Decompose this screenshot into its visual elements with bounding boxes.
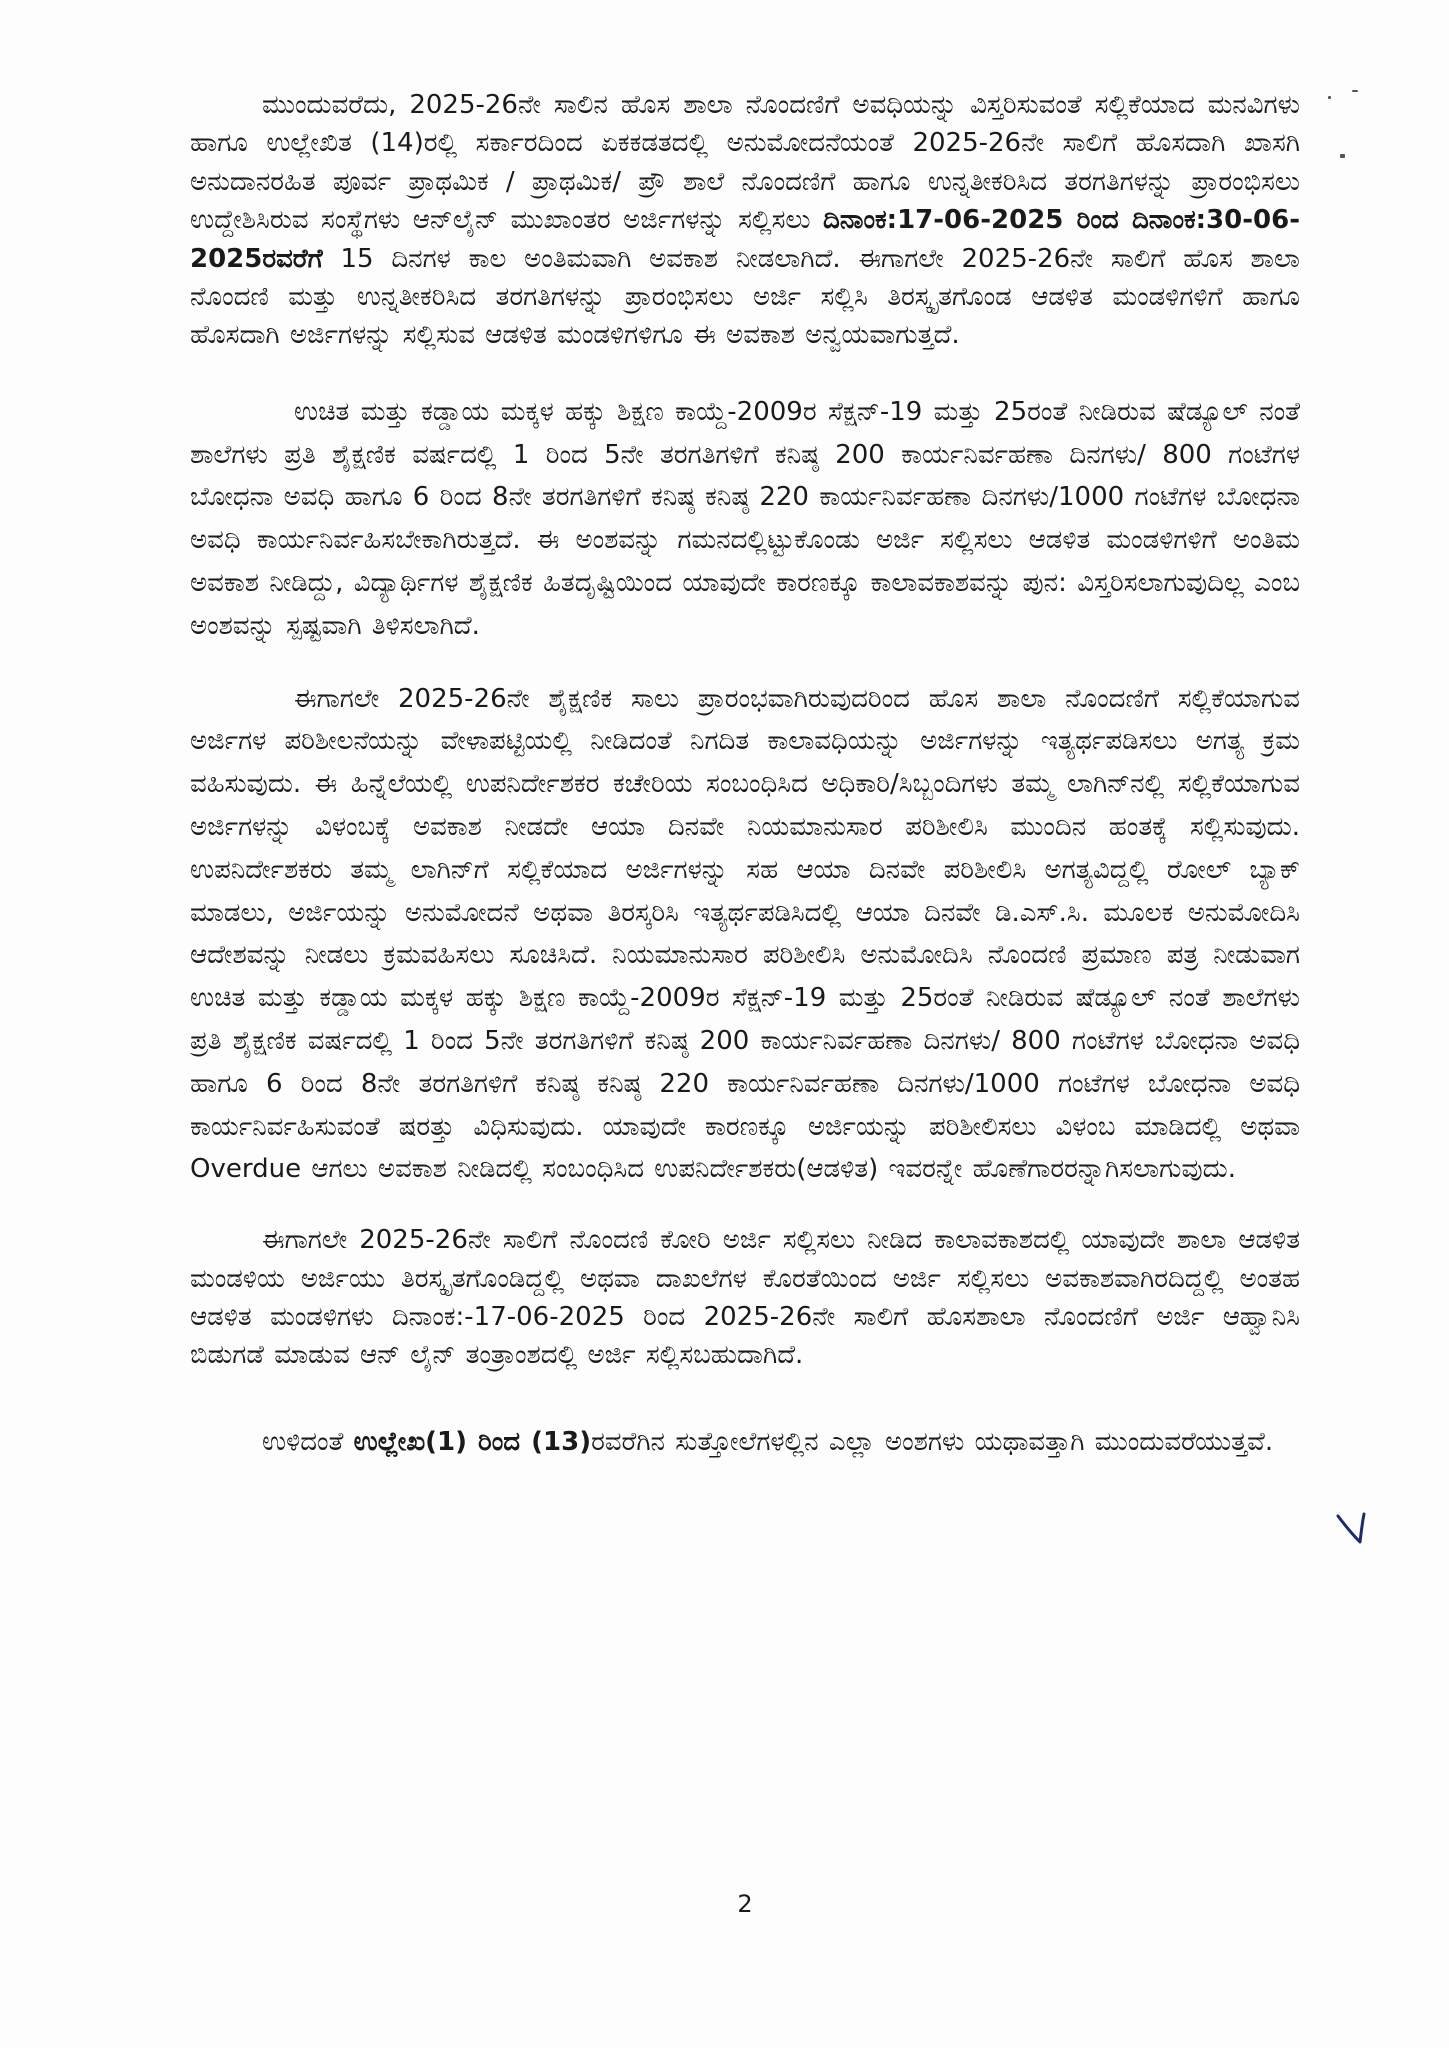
handwritten-check-icon: [1336, 1512, 1366, 1548]
paragraph-text: 15 ದಿನಗಳ ಕಾಲ ಅಂತಿಮವಾಗಿ ಅವಕಾಶ ನೀಡಲಾಗಿದೆ. ಈಗಾಗಲೇ 2025-26ನೇ ಸಾಲಿಗೆ ಹೊಸ ಶಾಲಾ ನೊಂದಣಿ ಮತ್ತು ಉನ್ನತೀಕರಿಸಿದ ತರಗತಿಗಳನ್ನು ಪ್ರಾರಂಭಿಸಲು ಅರ್ಜಿ ಸಲ್ಲಿಸಿ ತಿರಸ್ಕೃತಗೊಂಡ ಆಡಳಿತ ಮಂಡಳಿಗಳಿಗೆ ಹಾಗೂ ಹೊಸದಾಗಿ ಅರ್ಜಿಗಳನ್ನು ಸಲ್ಲಿಸುವ ಆಡಳಿತ ಮಂಡಳಿಗಳಿಗೂ ಈ ಅವಕಾಶ ಅನ್ವಯವಾಗುತ್ತದೆ.: [190, 243, 1300, 351]
paragraph-extension-notice: [190, 86, 1300, 355]
page-number: 2: [737, 1890, 753, 1918]
paragraph-application-processing: ಈಗಾಗಲೇ 2025-26ನೇ ಶೈಕ್ಷಣಿಕ ಸಾಲು ಪ್ರಾರಂಭವಾಗಿರುವುದರಿಂದ ಹೊಸ ಶಾಲಾ ನೊಂದಣಿಗೆ ಸಲ್ಲಿಕೆಯಾಗುವ ಅರ್ಜಿಗಳ ಪರಿಶೀಲನೆಯನ್ನು ವೇಳಾಪಟ್ಟಿಯಲ್ಲಿ ನೀಡಿದಂತೆ ನಿಗದಿತ ಕಾಲಾವಧಿಯನ್ನು ಅರ್ಜಿಗಳನ್ನು ಇತ್ಯರ್ಥಪಡಿಸಲು ಅಗತ್ಯ ಕ್ರಮ ವಹಿಸುವುದು. ಈ ಹಿನ್ನೆಲೆಯಲ್ಲಿ ಉಪನಿರ್ದೇಶಕರ ಕಚೇರಿಯ ಸಂಬಂಧಿಸಿದ ಅಧಿಕಾರಿ/ಸಿಬ್ಬಂದಿಗಳು ತಮ್ಮ ಲಾಗಿನ್‌ನಲ್ಲಿ ಸಲ್ಲಿಕೆಯಾಗುವ ಅರ್ಜಿಗಳನ್ನು ವಿಳಂಬಕ್ಕೆ ಅವಕಾಶ ನೀಡದೇ ಆಯಾ ದಿನವೇ ನಿಯಮಾನುಸಾರ ಪರಿಶೀಲಿಸಿ ಮುಂದಿನ ಹಂತಕ್ಕೆ ಸಲ್ಲಿಸುವುದು. ಉಪನಿರ್ದೇಶಕರು ತಮ್ಮ ಲಾಗಿನ್‌ಗೆ ಸಲ್ಲಿಕೆಯಾದ ಅರ್ಜಿಗಳನ್ನು ಸಹ ಆಯಾ ದಿನವೇ ಪರಿಶೀಲಿಸಿ ಅಗತ್ಯವಿದ್ದಲ್ಲಿ ರೋಲ್ ಬ್ಯಾಕ್ ಮಾಡಲು, ಅರ್ಜಿಯನ್ನು ಅನುಮೋದನೆ ಅಥವಾ ತಿರಸ್ಕರಿಸಿ ಇತ್ಯರ್ಥಪಡಿಸಿದಲ್ಲಿ ಆಯಾ ದಿನವೇ ಡಿ.ಎಸ್.ಸಿ. ಮೂಲಕ ಅನುಮೋದಿಸಿ ಆದೇಶವನ್ನು ನೀಡಲು ಕ್ರಮವಹಿಸಲು ಸೂಚಿಸಿದೆ. ನಿಯಮಾನುಸಾರ ಪರಿಶೀಲಿಸಿ ಅನುಮೋದಿಸಿ ನೊಂದಣಿ ಪ್ರಮಾಣ ಪತ್ರ ನೀಡುವಾಗ ಉಚಿತ ಮತ್ತು ಕಡ್ಡಾಯ ಮಕ್ಕಳ ಹಕ್ಕು ಶಿಕ್ಷಣ ಕಾಯ್ದೆ-2009ರ ಸೆಕ್ಷನ್-19 ಮತ್ತು 25ರಂತೆ ನೀಡಿರುವ ಷೆಡ್ಯೂಲ್ ನಂತೆ ಶಾಲೆಗಳು ಪ್ರತಿ ಶೈಕ್ಷಣಿಕ ವರ್ಷದಲ್ಲಿ 1 ರಿಂದ 5ನೇ ತರಗತಿಗಳಿಗೆ ಕನಿಷ್ಠ 200 ಕಾರ್ಯನಿರ್ವಹಣಾ ದಿನಗಳು/ 800 ಗಂಟೆಗಳ ಬೋಧನಾ ಅವಧಿ ಹಾಗೂ 6 ರಿಂದ 8ನೇ ತರಗತಿಗಳಿಗೆ ಕನಿಷ್ಠ ಕನಿಷ್ಠ 220 ಕಾರ್ಯನಿರ್ವಹಣಾ ದಿನಗಳು/1000 ಗಂಟೆಗಳ ಬೋಧನಾ ಅವಧಿ ಕಾರ್ಯನಿರ್ವಹಿಸುವಂತೆ ಷರತ್ತು ವಿಧಿಸುವುದು. ಯಾವುದೇ ಕಾರಣಕ್ಕೂ ಅರ್ಜಿಯನ್ನು ಪರಿಶೀಲಿಸಲು ವಿಳಂಬ ಮಾಡಿದಲ್ಲಿ ಅಥವಾ Overdue ಆಗಲು ಅವಕಾಶ ನೀಡಿದಲ್ಲಿ ಸಂಬಂಧಿಸಿದ ಉಪನಿರ್ದೇಶಕರು(ಆಡಳಿತ) ಇವರನ್ನೇ ಹೊಣೆಗಾರರನ್ನಾಗಿಸಲಾಗುವುದು.: [190, 683, 1300, 1185]
paragraph-text: ಮುಂದುವರೆದು, 2025-26ನೇ ಸಾಲಿನ ಹೊಸ ಶಾಲಾ ನೊಂದಣಿಗೆ ಅವಧಿಯನ್ನು ವಿಸ್ತರಿಸುವಂತೆ ಸಲ್ಲಿಕೆಯಾದ ಮನವಿಗಳು ಹಾಗೂ ಉಲ್ಲೇಖಿತ (14)ರಲ್ಲಿ ಸರ್ಕಾರದಿಂದ ಏಕಕಡತದಲ್ಲಿ ಅನುಮೋದನೆಯಂತೆ 2025-26ನೇ ಸಾಲಿಗೆ ಹೊಸದಾಗಿ ಖಾಸಗಿ ಅನುದಾನರಹಿತ ಪೂರ್ವ ಪ್ರಾಥಮಿಕ / ಪ್ರಾಥಮಿಕ/ ಪ್ರೌ ಶಾಲೆ ನೊಂದಣಿಗೆ ಹಾಗೂ ಉನ್ನತೀಕರಿಸಿದ ತರಗತಿಗಳನ್ನು ಪ್ರಾರಂಭಿಸಲು ಉದ್ದೇಶಿಸಿರುವ ಸಂಸ್ಥೆಗಳು ಆನ್‌ಲೈನ್ ಮುಖಾಂತರ ಅರ್ಜಿಗಳನ್ನು ಸಲ್ಲಿಸಲು: [190, 90, 1300, 236]
paragraph-rte-schedule: ಉಚಿತ ಮತ್ತು ಕಡ್ಡಾಯ ಮಕ್ಕಳ ಹಕ್ಕು ಶಿಕ್ಷಣ ಕಾಯ್ದೆ-2009ರ ಸೆಕ್ಷನ್-19 ಮತ್ತು 25ರಂತೆ ನೀಡಿರುವ ಷೆಡ್ಯೂಲ್ ನಂತೆ ಶಾಲೆಗಳು ಪ್ರತಿ ಶೈಕ್ಷಣಿಕ ವರ್ಷದಲ್ಲಿ 1 ರಿಂದ 5ನೇ ತರಗತಿಗಳಿಗೆ ಕನಿಷ್ಠ 200 ಕಾರ್ಯನಿರ್ವಹಣಾ ದಿನಗಳು/ 800 ಗಂಟೆಗಳ ಬೋಧನಾ ಅವಧಿ ಹಾಗೂ 6 ರಿಂದ 8ನೇ ತರಗತಿಗಳಿಗೆ ಕನಿಷ್ಠ ಕನಿಷ್ಠ 220 ಕಾರ್ಯನಿರ್ವಹಣಾ ದಿನಗಳು/1000 ಗಂಟೆಗಳ ಬೋಧನಾ ಅವಧಿ ಕಾರ್ಯನಿರ್ವಹಿಸಬೇಕಾಗಿರುತ್ತದೆ. ಈ ಅಂಶವನ್ನು ಗಮನದಲ್ಲಿಟ್ಟುಕೊಂಡು ಅರ್ಜಿ ಸಲ್ಲಿಸಲು ಆಡಳಿತ ಮಂಡಳಿಗಳಿಗೆ ಅಂತಿಮ ಅವಕಾಶ ನೀಡಿದ್ದು, ವಿದ್ಯಾರ್ಥಿಗಳ ಶೈಕ್ಷಣಿಕ ಹಿತದೃಷ್ಟಿಯಿಂದ ಯಾವುದೇ ಕಾರಣಕ್ಕೂ ಕಾಲಾವಕಾಶವನ್ನು ಪುನ: ವಿಸ್ತರಿಸಲಾಗುವುದಿಲ್ಲ ಎಂಬ ಅಂಶವನ್ನು ಸ್ಪಷ್ಟವಾಗಿ ತಿಳಿಸಲಾಗಿದೆ.: [190, 396, 1300, 641]
scan-speck: [1340, 154, 1345, 158]
scan-speck: [1328, 96, 1331, 99]
bold-date-range: ದಿನಾಂಕ:17-06-2025 ರಿಂದ ದಿನಾಂಕ:30-06-2025ರವರೆಗೆ: [190, 205, 1301, 274]
scan-speck: [1352, 90, 1358, 92]
bold-reference-range: ಉಲ್ಲೇಖ(1) ರಿಂದ (13): [353, 1426, 592, 1457]
paragraph-text: ಉಳಿದಂತೆ: [262, 1426, 354, 1457]
paragraph-references-continue: [190, 1423, 1300, 1461]
document-body: [190, 86, 1300, 1461]
paragraph-text: ರವರೆಗಿನ ಸುತ್ತೋಲೆಗಳಲ್ಲಿನ ಎಲ್ಲಾ ಅಂಶಗಳು ಯಥಾವತ್ತಾಗಿ ಮುಂದುವರೆಯುತ್ತವೆ.: [591, 1426, 1274, 1457]
paragraph-rejected-applicants: ಈಗಾಗಲೇ 2025-26ನೇ ಸಾಲಿಗೆ ನೊಂದಣಿ ಕೋರಿ ಅರ್ಜಿ ಸಲ್ಲಿಸಲು ನೀಡಿದ ಕಾಲಾವಕಾಶದಲ್ಲಿ ಯಾವುದೇ ಶಾಲಾ ಆಡಳಿತ ಮಂಡಳಿಯ ಅರ್ಜಿಯು ತಿರಸ್ಕೃತಗೊಂಡಿದ್ದಲ್ಲಿ ಅಥವಾ ದಾಖಲೆಗಳ ಕೊರತೆಯಿಂದ ಅರ್ಜಿ ಸಲ್ಲಿಸಲು ಅವಕಾಶವಾಗಿರದಿದ್ದಲ್ಲಿ ಅಂತಹ ಆಡಳಿತ ಮಂಡಳಿಗಳು ದಿನಾಂಕ:-17-06-2025 ರಿಂದ 2025-26ನೇ ಸಾಲಿಗೆ ಹೊಸಶಾಲಾ ನೊಂದಣಿಗೆ ಅರ್ಜಿ ಆಹ್ವಾನಿಸಿ ಬಿಡುಗಡೆ ಮಾಡುವ ಆನ್ ಲೈನ್ ತಂತ್ರಾಂಶದಲ್ಲಿ ಅರ್ಜಿ ಸಲ್ಲಿಸಬಹುದಾಗಿದೆ.: [190, 1225, 1300, 1371]
